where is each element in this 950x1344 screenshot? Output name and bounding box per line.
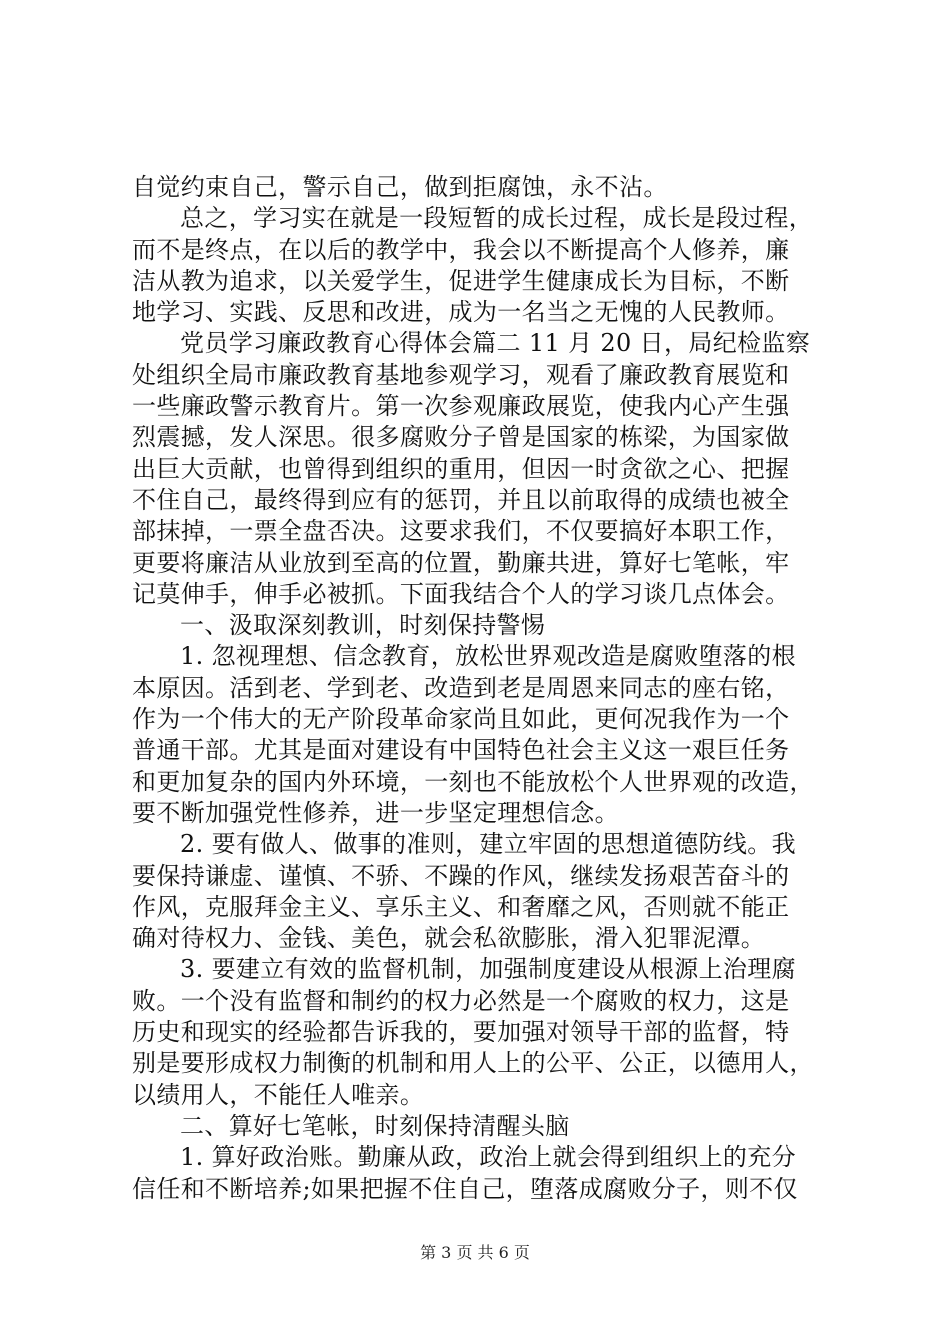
text-line: 而不是终点，在以后的教学中，我会以不断提高个人修养，廉 <box>132 235 790 264</box>
text-line: 洁从教为追求，以关爱学生，促进学生健康成长为目标，不断 <box>132 266 790 295</box>
text-line: 别是要形成权力制衡的机制和用人上的公平、公正，以德用人， <box>132 1049 814 1078</box>
text-line: 二、算好七笔帐，时刻保持清醒头脑 <box>180 1111 570 1140</box>
text-line: 处组织全局市廉政教育基地参观学习，观看了廉政教育展览和 <box>132 360 790 389</box>
text-line: 一、汲取深刻教训，时刻保持警惕 <box>180 611 546 640</box>
text-line: 本原因。活到老、学到老、改造到老是周恩来同志的座右铭， <box>132 673 790 702</box>
text-line: 作风，克服拜金主义、享乐主义、和奢靡之风，否则就不能正 <box>132 892 790 921</box>
text-line: 一些廉政警示教育片。第一次参观廉政展览，使我内心产生强 <box>132 392 790 421</box>
text-line: 作为一个伟大的无产阶段革命家尚且如此，更何况我作为一个 <box>132 705 790 734</box>
text-line: 记莫伸手，伸手必被抓。下面我结合个人的学习谈几点体会。 <box>132 579 790 608</box>
text-line: 普通干部。尤其是面对建设有中国特色社会主义这一艰巨任务 <box>132 736 790 765</box>
text-line: 1. 算好政治账。勤廉从政，政治上就会得到组织上的充分 <box>180 1143 796 1172</box>
text-line: 自觉约束自己，警示自己，做到拒腐蚀，永不沾。 <box>132 173 668 201</box>
text-line: 败。一个没有监督和制约的权力必然是一个腐败的权力，这是 <box>132 986 790 1015</box>
text-line: 信任和不断培养;如果把握不住自己，堕落成腐败分子，则不仅 <box>132 1174 798 1203</box>
text-line: 历史和现实的经验都告诉我的，要加强对领导干部的监督，特 <box>132 1018 790 1047</box>
text-line: 以绩用人，不能任人唯亲。 <box>132 1080 425 1109</box>
text-line: 要保持谦虚、谨慎、不骄、不躁的作风，继续发扬艰苦奋斗的 <box>132 861 790 890</box>
text-line: 党员学习廉政教育心得体会篇二 11 月 20 日，局纪检监察 <box>180 329 811 358</box>
text-line: 和更加复杂的国内外环境，一刻也不能放松个人世界观的改造， <box>132 767 814 796</box>
body-text <box>132 172 832 1205</box>
page-footer: 第 3 页 共 6 页 <box>420 1243 530 1262</box>
text-line: 要不断加强党性修养，进一步坚定理想信念。 <box>132 798 619 827</box>
text-line: 地学习、实践、反思和改进，成为一名当之无愧的人民教师。 <box>132 298 790 327</box>
text-line: 总之，学习实在就是一段短暂的成长过程，成长是段过程， <box>180 204 814 233</box>
text-line: 部抹掉，一票全盘否决。这要求我们，不仅要搞好本职工作， <box>132 517 790 546</box>
text-line: 1. 忽视理想、信念教育，放松世界观改造是腐败堕落的根 <box>180 642 796 671</box>
text-line: 3. 要建立有效的监督机制，加强制度建设从根源上治理腐 <box>180 955 796 984</box>
text-line: 更要将廉洁从业放到至高的位置，勤廉共进，算好七笔帐，牢 <box>132 548 790 577</box>
text-line: 不住自己，最终得到应有的惩罚，并且以前取得的成绩也被全 <box>132 485 790 514</box>
text-line: 烈震撼，发人深思。很多腐败分子曾是国家的栋梁，为国家做 <box>132 423 790 452</box>
text-line: 2. 要有做人、做事的准则，建立牢固的思想道德防线。我 <box>180 830 796 859</box>
text-line: 确对待权力、金钱、美色，就会私欲膨胀，滑入犯罪泥潭。 <box>132 924 766 953</box>
text-line: 出巨大贡献，也曾得到组织的重用，但因一时贪欲之心、把握 <box>132 454 790 483</box>
